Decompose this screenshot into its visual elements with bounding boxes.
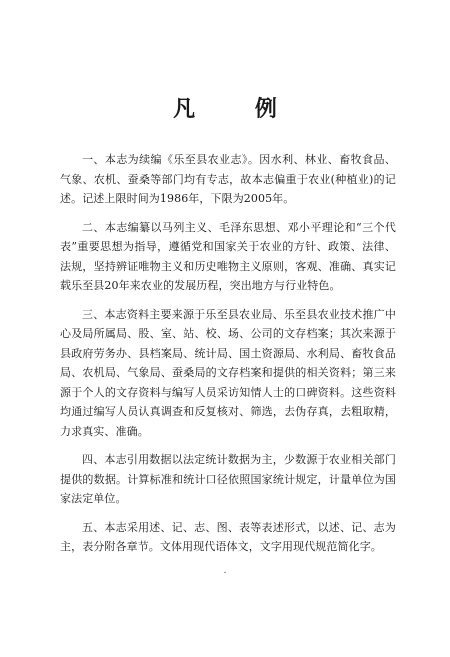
page-title: 凡 例	[173, 97, 303, 122]
paragraph-1: 一、本志为续编《乐至县农业志》。因水利、林业、畜牧食品、气象、农机、蚕桑等部门均有专志，故本志偏重于农业(种植业)的记述。记述上限时间为1986年，下限为2005年。	[60, 153, 396, 205]
paragraph-3: 三、本志资料主要来源于乐至县农业局、乐至县农业技术推广中心及局所属局、股、室、站、校、场、公司的文存档案；其次来源于县政府劳务办、县档案局、统计局、国土资源局、水利局、畜牧食品局、农机局、气象局、蚕桑局的文存档案和提供的相关资料；第三来源于个人的文存资料与编写人员采访知情人士的口碑资料。这些资料均通过编写人员认真调查和反复核对、筛选，去伪存真，去粗取精，力求真实、准确。	[60, 307, 396, 438]
paragraph-2: 二、本志编纂以马列主义、毛泽东思想、邓小平理论和“三个代表”重要思想为指导，遵循党和国家关于农业的方针、政策、法律、法规，坚持辨证唯物主义和历史唯物主义原则，客观、准确、真实记载乐至县20年来农业的发展历程，突出地方与行业特色。	[60, 220, 396, 292]
scan-speck	[224, 572, 226, 573]
paragraph-4: 四、本志引用数据以法定统计数据为主，少数源于农业相关部门提供的数据。计算标准和统计口径依照国家统计规定，计量单位为国家法定单位。	[60, 453, 396, 505]
document-body	[60, 150, 396, 566]
paragraph-5: 五、本志采用述、记、志、图、表等表述形式，以述、记、志为主，表分附各章节。文体用现代语体文，文字用现代规范简化字。	[60, 520, 396, 553]
